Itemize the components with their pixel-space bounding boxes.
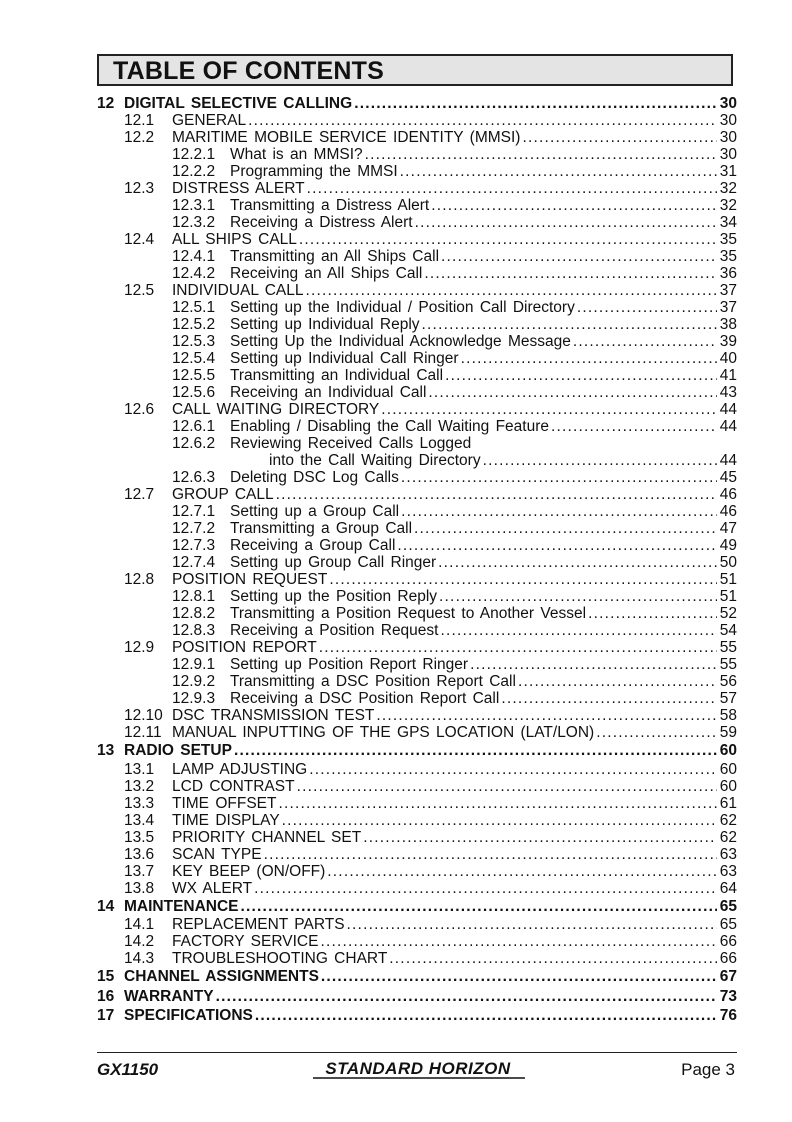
toc-entry-number: 12.3.1 [172,197,216,214]
toc-entry-label: Setting Up the Individual Acknowledge Message [230,333,571,350]
toc-entry-number: 12.9.1 [172,656,216,673]
dot-leader [276,486,717,503]
toc-entry-number: 13.3 [124,794,155,812]
toc-entry-label: CALL WAITING DIRECTORY [172,401,380,418]
toc-entry-label: Enabling / Disabling the Call Waiting Feature [230,418,550,435]
toc-entry-label: Receiving a Position Request [230,622,439,639]
toc-entry[interactable] [97,469,737,486]
toc-entry-label: Deleting DSC Log Calls [230,469,399,486]
toc-entry-page: 37 [719,299,737,316]
toc-entry-label: Transmitting a Group Call [230,520,413,537]
toc-entry[interactable] [97,741,737,761]
toc-entry-page: 67 [719,968,737,985]
toc-entry-number: 12.7.3 [172,537,216,554]
toc-entry[interactable] [97,146,737,163]
dot-leader [401,469,717,486]
toc-entry-label: Transmitting an Individual Call [230,367,444,384]
toc-entry[interactable] [97,418,737,435]
dot-leader [428,384,717,401]
dot-leader [329,571,717,588]
toc-entry[interactable] [97,880,737,897]
toc-entry[interactable] [97,950,737,967]
toc-entry[interactable] [97,690,737,707]
toc-entry-label: Setting up Individual Call Ringer [230,350,459,367]
dot-leader [306,282,718,299]
toc-entry[interactable] [97,180,737,197]
toc-entry-label: Setting up the Individual / Position Call Directory [230,299,575,316]
dot-leader [327,863,717,880]
toc-entry-page: 47 [719,520,737,537]
toc-entry-number: 12.4.1 [172,248,216,265]
toc-entry-page: 32 [719,197,737,214]
toc-entry-page: 32 [719,180,737,197]
toc-entry-page: 76 [719,1007,737,1024]
toc-entry-number: 12.8.1 [172,588,216,605]
toc-entry-number: 13.8 [124,879,155,897]
dot-leader [438,554,717,571]
dot-leader [278,795,717,812]
toc-entry-page: 44 [719,418,737,435]
toc-entry[interactable] [97,933,737,950]
toc-entry-label: MAINTENANCE [124,897,239,915]
toc-entry-number: 12.7.1 [172,503,216,520]
dot-leader [347,916,717,933]
toc-entry-page: 60 [719,777,737,795]
toc-entry-number: 12.6.3 [172,469,216,486]
dot-leader [320,933,717,950]
toc-entry-number: 12.10 [124,707,163,724]
toc-entry-page: 66 [719,950,737,967]
toc-entry[interactable] [97,622,737,639]
dot-leader [415,214,717,231]
toc-entry-page: 34 [719,214,737,231]
toc-entry-number: 12.3.2 [172,214,216,231]
toc-entry-number: 12.5.2 [172,316,216,333]
toc-entry-page: 37 [719,282,737,299]
dot-leader [431,197,717,214]
toc-entry-page: 66 [719,933,737,950]
toc-entry-number: 13.5 [124,828,155,846]
toc-entry-label: Setting up Individual Reply [230,316,420,333]
toc-entry-page: 60 [719,742,737,759]
dot-leader [470,656,717,673]
toc-entry[interactable] [97,605,737,622]
toc-entry-page: 35 [719,231,737,248]
toc-entry-number: 12.5.4 [172,350,216,367]
toc-entry[interactable] [97,761,737,778]
toc-entry-label: DSC TRANSMISSION TEST [172,707,375,724]
toc-entry-number: 12 [97,95,115,112]
toc-entry-page: 73 [719,987,737,1005]
dot-leader [376,707,717,724]
toc-entry-label: POSITION REQUEST [172,571,328,588]
dot-leader [319,639,717,656]
dot-leader [400,163,717,180]
dot-leader [389,950,717,967]
toc-entry[interactable] [97,231,737,248]
toc-entry[interactable] [97,707,737,724]
toc-entry-page: 36 [719,265,737,282]
toc-entry[interactable] [97,503,737,520]
toc-entry[interactable] [97,112,737,129]
toc-entry-page: 46 [719,503,737,520]
toc-entry-label: TIME OFFSET [172,794,277,812]
dot-leader [422,316,717,333]
toc-entry-number: 12.5.6 [172,384,216,401]
toc-entry[interactable] [97,537,737,554]
toc-entry-number: 12.6.1 [172,418,216,435]
toc-entry-label: LAMP ADJUSTING [172,760,308,778]
toc-entry-page: 44 [719,452,737,469]
toc-entry-page: 62 [719,811,737,829]
toc-entry-label: SCAN TYPE [172,845,262,863]
toc-entry-page: 56 [719,673,737,690]
toc-entry-page: 44 [719,401,737,418]
toc-entry[interactable] [97,94,737,112]
dot-leader [254,880,717,897]
footer-page-number: Page 3 [681,1060,735,1079]
toc-entry-label: PRIORITY CHANNEL SET [172,828,362,846]
toc-entry-page: 63 [719,845,737,863]
toc-entry-page: 63 [719,862,737,880]
toc-entry-page: 41 [719,367,737,384]
toc-entry-label: WARRANTY [124,987,214,1005]
toc-entry-number: 14.1 [124,916,155,933]
toc-entry-label: Transmitting a Position Request to Another Vessel [230,605,587,622]
dot-leader [551,418,717,435]
toc-entry-label: into the Call Waiting Directory [269,452,481,469]
toc-entry-page: 55 [719,656,737,673]
toc-entry-number: 12.8 [124,571,155,588]
toc-entry[interactable] [97,829,737,846]
toc-entry-number: 12.2 [124,129,155,146]
dot-leader [264,846,717,863]
toc-entry-number: 12.4.2 [172,265,216,282]
toc-entry-label: TIME DISPLAY [172,811,280,829]
toc-entry-label: REPLACEMENT PARTS [172,916,345,933]
toc-entry-label: DIGITAL SELECTIVE CALLING [124,95,353,112]
footer-model: GX1150 [97,1060,159,1079]
toc-entry[interactable] [97,897,737,917]
toc-entry[interactable] [97,350,737,367]
toc-entry-label: MARITIME MOBILE SERVICE IDENTITY (MMSI) [172,129,521,146]
toc-entry-label: Receiving an Individual Call [230,384,427,401]
toc-entry[interactable] [97,639,737,656]
dot-leader [363,829,717,846]
dot-leader [596,724,717,741]
toc-entry[interactable] [97,673,737,690]
toc-entry-page: 55 [719,639,737,656]
toc-entry-page: 52 [719,605,737,622]
dot-leader [381,401,717,418]
toc-entry-page: 54 [719,622,737,639]
toc-entry-label: Setting up Group Call Ringer [230,554,437,571]
toc-entry[interactable] [97,384,737,401]
toc-entry[interactable] [97,795,737,812]
toc-entry[interactable] [97,724,737,741]
toc-entry[interactable] [97,812,737,829]
toc-entry-page: 45 [719,469,737,486]
toc-entry-number: 12.6 [124,401,155,418]
toc-entry-number: 12.5 [124,282,155,299]
toc-entry-label: ALL SHIPS CALL [172,231,297,248]
dot-leader [440,622,717,639]
toc-entry-number: 12.11 [124,724,162,741]
dot-leader [241,897,717,917]
toc-entry-label: Setting up a Group Call [230,503,400,520]
toc-entry-page: 60 [719,760,737,778]
toc-entry-page: 58 [719,707,737,724]
dot-leader [424,265,717,282]
toc-entry-number: 14.2 [124,933,155,950]
toc-entry[interactable] [97,129,737,146]
toc-entry[interactable] [97,333,737,350]
toc-entry[interactable] [97,316,737,333]
toc-title: TABLE OF CONTENTS [113,57,384,85]
dot-leader [321,967,717,987]
dot-leader [354,94,717,114]
toc-entry-number: 12.5.5 [172,367,216,384]
toc-entry-label: GENERAL [172,112,247,129]
toc-entry-label: Receiving a DSC Position Report Call [230,690,500,707]
dot-leader [445,367,717,384]
dot-leader [439,588,717,605]
dot-leader [577,299,717,316]
toc-entry-label: Receiving a Distress Alert [230,214,413,231]
toc-entry-number: 12.2.1 [172,146,216,163]
toc-entry[interactable] [97,987,737,1007]
dot-leader [365,146,717,163]
toc-entry-label: SPECIFICATIONS [124,1007,253,1024]
toc-entry[interactable] [97,367,737,384]
toc-entry-page: 39 [719,333,737,350]
toc-entry-label: Receiving an All Ships Call [230,265,423,282]
toc-entry-page: 49 [719,537,737,554]
dot-leader [414,520,717,537]
toc-entry-number: 12.5.1 [172,299,216,316]
dot-leader [461,350,717,367]
toc-entry[interactable] [97,656,737,673]
toc-entry[interactable] [97,435,737,452]
toc-entry-number: 12.7.2 [172,520,216,537]
dot-leader [401,503,717,520]
brand-logo [303,1058,533,1080]
dot-leader [573,333,717,350]
toc-entry-label: Programming the MMSI [230,163,398,180]
toc-entry-label: Receiving a Group Call [230,537,396,554]
toc-entry[interactable] [97,163,737,180]
toc-entry-page: 30 [719,112,737,129]
toc-list [97,94,737,1026]
toc-entry[interactable] [97,299,737,316]
toc-entry-number: 14.3 [124,950,155,967]
dot-leader [397,537,717,554]
toc-entry[interactable] [97,265,737,282]
toc-entry-number: 12.8.3 [172,622,216,639]
toc-entry-label: TROUBLESHOOTING CHART [172,950,388,967]
toc-entry[interactable] [97,571,737,588]
toc-entry-page: 30 [719,146,737,163]
toc-entry[interactable] [97,863,737,880]
toc-entry-number: 12.4 [124,231,155,248]
toc-entry[interactable] [97,916,737,933]
dot-leader [307,180,717,197]
dot-leader [282,812,717,829]
toc-entry-page: 65 [719,916,737,933]
toc-entry-number: 13.7 [124,862,155,880]
toc-entry-number: 13.2 [124,777,155,795]
toc-entry[interactable] [97,520,737,537]
toc-entry[interactable] [97,967,737,987]
toc-entry-number: 13 [97,742,115,759]
toc-entry-label: POSITION REPORT [172,639,317,656]
dot-leader [299,231,717,248]
toc-entry[interactable] [97,197,737,214]
toc-entry-page: 50 [719,554,737,571]
toc-entry-number: 13.6 [124,845,155,863]
toc-entry-page: 46 [719,486,737,503]
toc-entry-label: Transmitting a Distress Alert [230,197,430,214]
toc-entry-page: 62 [719,828,737,846]
toc-entry-label: DISTRESS ALERT [172,180,305,197]
toc-entry[interactable] [97,846,737,863]
toc-entry[interactable] [97,401,737,418]
dot-leader [297,778,717,795]
toc-entry-label: CHANNEL ASSIGNMENTS [124,968,319,985]
toc-entry[interactable] [97,214,737,231]
dot-leader [522,129,717,146]
toc-entry-label: Setting up the Position Reply [230,588,438,605]
toc-entry[interactable] [97,778,737,795]
toc-entry-page: 38 [719,316,737,333]
toc-entry[interactable] [97,248,737,265]
dot-leader [309,761,717,778]
toc-entry[interactable] [97,1006,737,1026]
toc-entry[interactable] [97,486,737,503]
toc-entry-number: 12.6.2 [172,435,216,452]
toc-entry-number: 14 [97,897,115,915]
toc-entry-number: 13.4 [124,811,155,829]
toc-entry-number: 15 [97,968,115,985]
toc-entry[interactable] [97,554,737,571]
toc-entry-number: 12.9 [124,639,155,656]
toc-entry-number: 13.1 [124,760,155,778]
toc-entry-label: MANUAL INPUTTING OF THE GPS LOCATION (LAT/LON) [172,724,595,741]
brand-logo-text: STANDARD HORIZON [325,1059,511,1078]
toc-entry-label: WX ALERT [172,879,253,897]
toc-entry-page: 65 [719,897,737,915]
dot-leader [588,605,717,622]
toc-entry-label: What is an MMSI? [230,146,363,163]
dot-leader [216,987,717,1007]
dot-leader [255,1006,717,1026]
footer-divider [97,1052,737,1053]
toc-entry-label: Setting up Position Report Ringer [230,656,469,673]
toc-entry-page: 40 [719,350,737,367]
toc-entry-number: 12.1 [124,112,155,129]
dot-leader [441,248,717,265]
toc-entry-label: GROUP CALL [172,486,274,503]
toc-entry-label: LCD CONTRAST [172,777,295,795]
toc-entry-page: 59 [719,724,737,741]
dot-leader [248,112,717,129]
toc-entry-page: 35 [719,248,737,265]
toc-entry-number: 12.7.4 [172,554,216,571]
toc-entry-label: Reviewing Received Calls Logged [230,435,472,452]
toc-entry-number: 16 [97,987,115,1005]
toc-entry-page: 57 [719,690,737,707]
dot-leader [518,673,717,690]
toc-entry-number: 12.2.2 [172,163,216,180]
toc-entry-label: Transmitting a DSC Position Report Call [230,673,516,690]
toc-entry-page: 61 [719,794,737,812]
toc-entry-label: RADIO SETUP [124,742,232,759]
toc-entry-number: 12.5.3 [172,333,216,350]
toc-entry-number: 12.3 [124,180,155,197]
toc-entry-page: 30 [719,95,737,112]
toc-entry-label: FACTORY SERVICE [172,933,319,950]
toc-entry-page: 30 [719,129,737,146]
toc-entry-page: 64 [719,879,737,897]
toc-entry-page: 31 [719,163,737,180]
toc-entry-label: Transmitting an All Ships Call [230,248,440,265]
toc-entry-page: 51 [719,588,737,605]
dot-leader [483,452,717,469]
dot-leader [501,690,717,707]
toc-entry-number: 12.8.2 [172,605,216,622]
toc-entry[interactable] [97,282,737,299]
toc-entry[interactable] [97,452,737,469]
toc-entry-number: 17 [97,1007,115,1024]
toc-entry-page: 43 [719,384,737,401]
toc-title-box [97,54,733,86]
toc-entry-number: 12.7 [124,486,155,503]
toc-entry-number: 12.9.3 [172,690,216,707]
dot-leader [234,741,717,761]
toc-entry[interactable] [97,588,737,605]
toc-entry-number: 12.9.2 [172,673,216,690]
toc-entry-page: 51 [719,571,737,588]
toc-entry-label: INDIVIDUAL CALL [172,282,304,299]
toc-entry-label: KEY BEEP (ON/OFF) [172,862,326,880]
